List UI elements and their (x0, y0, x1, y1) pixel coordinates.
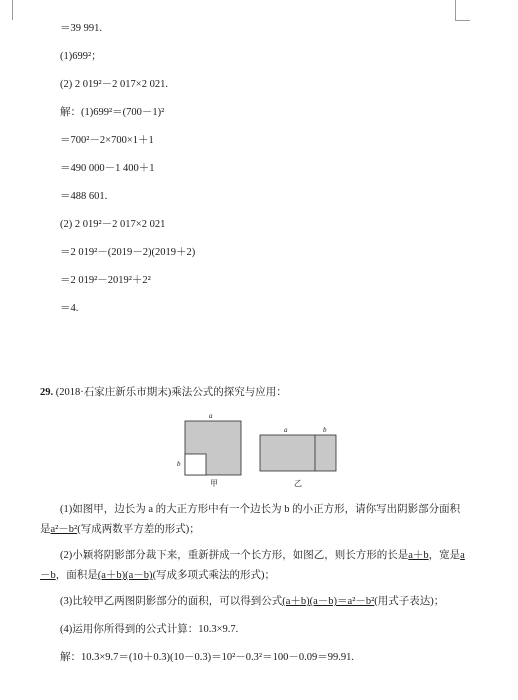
figure-label-b-left: b (177, 460, 181, 468)
figure-caption-right: 乙 (294, 479, 302, 488)
figure-caption-left: 甲 (210, 479, 218, 488)
question-part-1 (40, 500, 470, 540)
problem-part-1: (1)699²； (60, 51, 102, 62)
solution-line-4: ＝488 601. (60, 191, 108, 202)
part-4-text: (4)运用你所得到的公式计算：10.3×9.7. (60, 624, 239, 635)
question-part-2 (40, 546, 470, 586)
crop-mark-top-left (0, 0, 13, 20)
problem-part-2: (2) 2 019²－2 017×2 021. (60, 79, 168, 90)
solution-line-1: ＝39 991. (60, 23, 102, 34)
solution-line-2: ＝700²－2×700×1＋1 (60, 135, 154, 146)
rectangle (260, 435, 336, 471)
part-3-note: (用式子表达)； (374, 596, 445, 607)
solution-line-6: ＝2 019²－2019²＋2² (60, 275, 151, 286)
small-square (185, 454, 206, 475)
part-1-note: (写成两数平方差的形式)； (77, 524, 200, 535)
part-2-width: a－b (40, 550, 465, 581)
solution-line-5: ＝2 019²－(2019－2)(2019＋2) (60, 247, 196, 258)
part-2-mid: ，宽是 (428, 550, 461, 561)
question-part-4 (40, 620, 470, 640)
solution-part-2-start: (2) 2 019²－2 017×2 021 (60, 219, 166, 230)
part-2-area: (a＋b)(a－b) (97, 570, 153, 581)
question-29-header (40, 386, 287, 400)
figure-label-a-left: a (209, 412, 213, 420)
question-title: 乘法公式的探究与应用： (171, 387, 287, 398)
part-1-text: (1)如图甲，边长为 a 的大正方形中有一个边长为 b 的小正方形，请你写出阴影部分面积是 (40, 504, 461, 535)
question-number: 29. (40, 387, 54, 398)
solution-line-7: ＝4. (60, 303, 79, 314)
part-2-length: a＋b (408, 550, 429, 561)
part-3-formula: (a＋b)(a－b)＝a²－b² (282, 596, 375, 607)
part-2-text: (2)小颖将阴影部分裁下来，重新拼成一个长方形，如图乙，则长方形的长是 (60, 550, 409, 561)
figure-squares (176, 412, 352, 495)
figure-label-a-right: a (284, 426, 288, 434)
figure-label-b-right: b (323, 426, 327, 434)
question-source: (2018·石家庄新乐市期末) (55, 387, 172, 398)
question-solution (40, 648, 470, 668)
question-part-3 (40, 592, 470, 612)
part-2-area-text: ，面积是 (55, 570, 98, 581)
solution-start: 解：(1)699²＝(700－1)² (60, 107, 165, 118)
crop-mark-top-right (455, 0, 470, 21)
solution-text: 解：10.3×9.7＝(10＋0.3)(10－0.3)＝10²－0.3²＝100－0.09＝99.91. (60, 652, 354, 663)
part-3-text: (3)比较甲乙两图阴影部分的面积，可以得到公式 (60, 596, 283, 607)
part-1-answer: a²－b² (50, 524, 78, 535)
part-2-note: (写成多项式乘法的形式)； (152, 570, 276, 581)
solution-line-3: ＝490 000－1 400＋1 (60, 163, 155, 174)
